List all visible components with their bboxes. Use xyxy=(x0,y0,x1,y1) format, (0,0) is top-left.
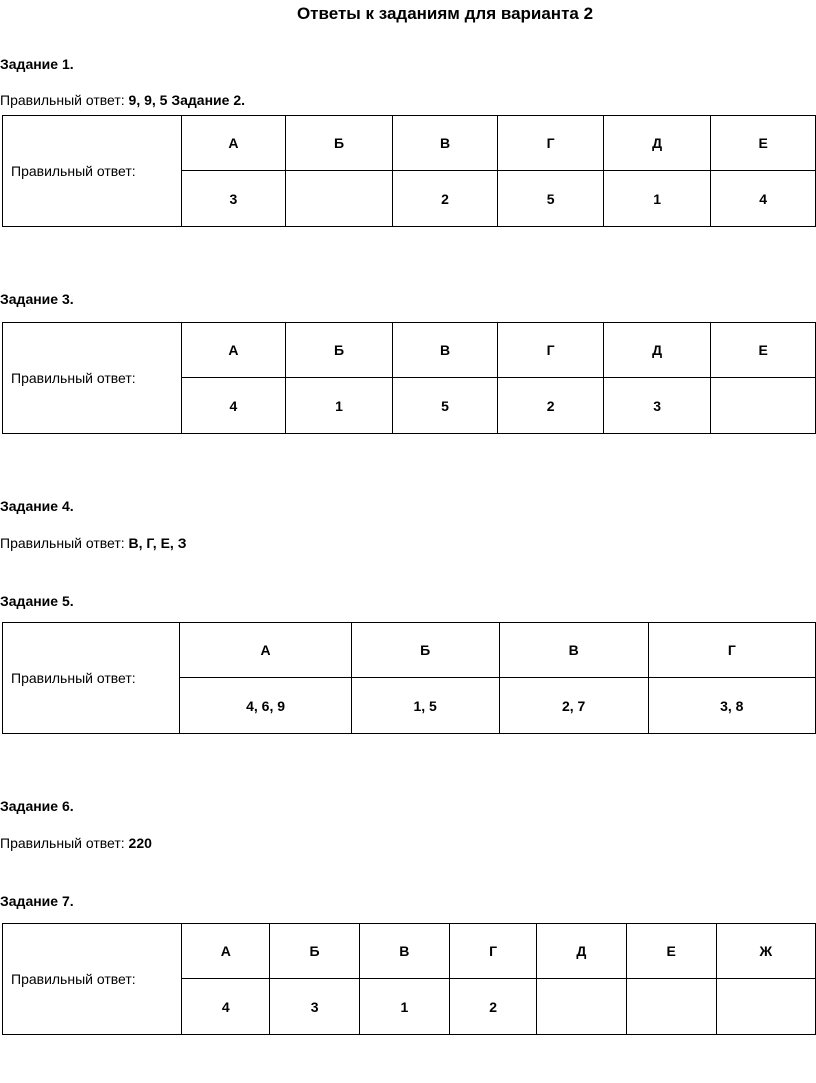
task1-label: Правильный ответ: xyxy=(0,92,125,108)
task7-value-cell xyxy=(716,979,815,1035)
task6-answer-line xyxy=(0,835,152,851)
task2-heading: Задание 2. xyxy=(171,92,246,108)
task2-value-cell: 4 xyxy=(711,171,816,227)
task5-value-cell: 3, 8 xyxy=(648,678,815,734)
task3-label: Правильный ответ: xyxy=(3,323,182,434)
task3-value-cell: 3 xyxy=(603,378,711,434)
task7-value-cell xyxy=(537,979,626,1035)
task3-value-cell: 2 xyxy=(498,378,604,434)
task7-header-cell: Г xyxy=(449,924,536,979)
task2-header-cell: Е xyxy=(711,116,816,171)
task4-heading: Задание 4. xyxy=(0,498,74,514)
task7-header-cell: В xyxy=(359,924,449,979)
task3-header-cell: Д xyxy=(603,323,711,378)
task3-value-cell: 1 xyxy=(286,378,393,434)
task5-label: Правильный ответ: xyxy=(3,623,180,734)
task6-answer: 220 xyxy=(128,835,152,851)
task4-label: Правильный ответ: xyxy=(0,535,125,551)
task4-answer: В, Г, Е, З xyxy=(128,535,187,551)
task3-header-cell: А xyxy=(181,323,286,378)
task5-header-cell: А xyxy=(180,623,351,678)
task4-answer-line xyxy=(0,535,186,551)
task2-header-cell: Б xyxy=(286,116,393,171)
task2-value-cell: 5 xyxy=(498,171,604,227)
task1-answer-line xyxy=(0,92,245,108)
task2-value-cell: 1 xyxy=(603,171,711,227)
task2-value-cell: 3 xyxy=(181,171,286,227)
task6-label: Правильный ответ: xyxy=(0,835,125,851)
task3-table xyxy=(2,322,816,434)
task7-header-cell: Д xyxy=(537,924,626,979)
task6-heading: Задание 6. xyxy=(0,798,74,814)
task5-header-cell: В xyxy=(499,623,648,678)
task7-value-cell: 4 xyxy=(182,979,270,1035)
task2-table xyxy=(2,115,816,227)
page-title: Ответы к заданиям для варианта 2 xyxy=(296,4,594,23)
task2-header-cell: Г xyxy=(498,116,604,171)
task3-header-cell: В xyxy=(392,323,498,378)
task3-value-cell: 5 xyxy=(392,378,498,434)
task3-value-cell: 4 xyxy=(181,378,286,434)
task7-value-cell: 1 xyxy=(359,979,449,1035)
task1-answer: 9, 9, 5 xyxy=(128,92,168,108)
task7-header-cell: Б xyxy=(270,924,359,979)
task3-header-cell: Б xyxy=(286,323,393,378)
task5-table xyxy=(2,622,816,734)
task7-value-cell xyxy=(626,979,716,1035)
task2-label: Правильный ответ: xyxy=(3,116,182,227)
task7-header-cell: А xyxy=(182,924,270,979)
task3-header-cell: Г xyxy=(498,323,604,378)
task5-value-cell: 1, 5 xyxy=(351,678,499,734)
task2-value-cell xyxy=(286,171,393,227)
task7-label: Правильный ответ: xyxy=(3,924,182,1035)
task3-header-cell: Е xyxy=(711,323,816,378)
task5-header-cell: Г xyxy=(648,623,815,678)
task5-value-cell: 4, 6, 9 xyxy=(180,678,351,734)
task3-heading: Задание 3. xyxy=(0,291,74,307)
task2-header-cell: А xyxy=(181,116,286,171)
task1-heading: Задание 1. xyxy=(0,56,74,72)
task5-header-cell: Б xyxy=(351,623,499,678)
task7-header-cell: Ж xyxy=(716,924,815,979)
task7-header-cell: Е xyxy=(626,924,716,979)
task5-heading: Задание 5. xyxy=(0,593,74,609)
task7-value-cell: 3 xyxy=(270,979,359,1035)
task2-value-cell: 2 xyxy=(392,171,498,227)
task7-value-cell: 2 xyxy=(449,979,536,1035)
task7-table xyxy=(2,923,816,1035)
task2-header-cell: В xyxy=(392,116,498,171)
task7-heading: Задание 7. xyxy=(0,893,74,909)
task5-value-cell: 2, 7 xyxy=(499,678,648,734)
task2-header-cell: Д xyxy=(603,116,711,171)
task3-value-cell xyxy=(711,378,816,434)
